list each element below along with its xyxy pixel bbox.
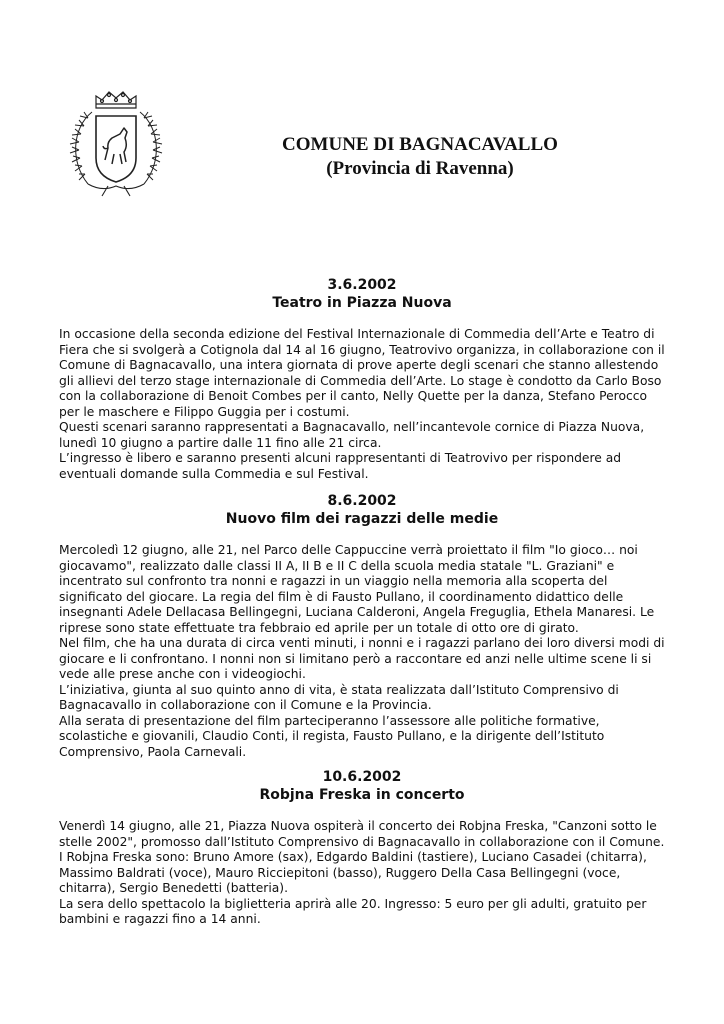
news-section: [59, 768, 665, 928]
news-paragraph: In occasione della seconda edizione del Festival Internazionale di Commedia dell’Arte e Teatro di Fiera che si svolgerà a Cotignola dal 14 al 16 giugno, Teatrovivo organizza, in collaborazione con il Comune di Bagnacavallo, una intera giornata di prove aperte degli scenari che stanno allestendo gli allievi del terzo stage internazionale di Commedia dell’Arte. Lo stage è condotto da Carlo Boso con la collaborazione di Benoit Combes per il canto, Nelly Quette per la danza, Stefano Perocco per le maschere e Filippo Guggia per i costumi.: [59, 327, 665, 419]
news-date: 8.6.2002: [327, 493, 397, 509]
news-section: [59, 492, 665, 760]
news-title: Robjna Freska in concerto: [259, 787, 465, 803]
news-date: 3.6.2002: [327, 277, 397, 293]
municipality-name: COMUNE DI BAGNACAVALLO: [282, 134, 558, 155]
news-paragraph: Mercoledì 12 giugno, alle 21, nel Parco delle Cappuccine verrà proiettato il film "Io gioco… noi giocavamo", realizzato dalle classi II A, II B e II C della scuola media statale "L. Graziani" e incentrato sul confronto tra nonni e ragazzi in un viaggio nella memoria alla scoperta del significato del giocare. La regia del film è di Fausto Pullano, il coordinamento didattico delle insegnanti Adele Dellacasa Bellingegni, Luciana Calderoni, Angela Freguglia, Ethela Manaresi. Le riprese sono state effettuate tra febbraio ed aprile per un totale di otto ore di girato.: [59, 543, 655, 635]
news-paragraph: Alla serata di presentazione del film parteciperanno l’assessore alle politiche formative, scolastiche e giovanili, Claudio Conti, il regista, Fausto Pullano, e la dirigente dell’Istituto Comprensivo, Paola Carnevali.: [59, 713, 605, 759]
news-paragraph: Nel film, che ha una durata di circa venti minuti, i nonni e i ragazzi parlano dei loro diversi modi di giocare e li confrontano. I nonni non si limitano però a raccontare ed anzi nelle ultime scene li si vede alle prese anche con i videogiochi.: [59, 636, 665, 681]
news-paragraph: Questi scenari saranno rappresentati a Bagnacavallo, nell’incantevole cornice di Piazza Nuova, lunedì 10 giugno a partire dalle 11 fino alle 21 circa.: [59, 420, 645, 450]
news-paragraph: L’iniziativa, giunta al suo quinto anno di vita, è stata realizzata dall’Istituto Comprensivo di Bagnacavallo in collaborazione con il Comune e la Provincia.: [59, 682, 619, 712]
news-section: [59, 276, 665, 482]
news-date: 10.6.2002: [322, 769, 402, 785]
coat-of-arms-emblem: [62, 88, 170, 200]
news-paragraph: L’ingresso è libero e saranno presenti alcuni rappresentanti di Teatrovivo per rispondere ad eventuali domande sulla Commedia e sul Festival.: [59, 451, 622, 481]
news-paragraph: La sera dello spettacolo la biglietteria aprirà alle 20. Ingresso: 5 euro per gli adulti, gratuito per bambini e ragazzi fino a 14 anni.: [59, 896, 647, 926]
news-paragraph: I Robjna Freska sono: Bruno Amore (sax), Edgardo Baldini (tastiere), Luciano Casadei (chitarra), Massimo Baldrati (voce), Mauro Ricciepitoni (basso), Ruggero Della Casa Bellingegni (voce, chitarra), Sergio Benedetti (batteria).: [59, 850, 647, 895]
news-title: Nuovo film dei ragazzi delle medie: [225, 511, 499, 527]
news-title: Teatro in Piazza Nuova: [272, 295, 452, 311]
header: [220, 133, 620, 180]
province-name: (Provincia di Ravenna): [326, 158, 514, 179]
news-paragraph: Venerdì 14 giugno, alle 21, Piazza Nuova ospiterà il concerto dei Robjna Freska, "Canzoni sotto le stelle 2002", promosso dall’Istituto Comprensivo di Bagnacavallo in collaborazione con il Comune.: [59, 819, 665, 849]
